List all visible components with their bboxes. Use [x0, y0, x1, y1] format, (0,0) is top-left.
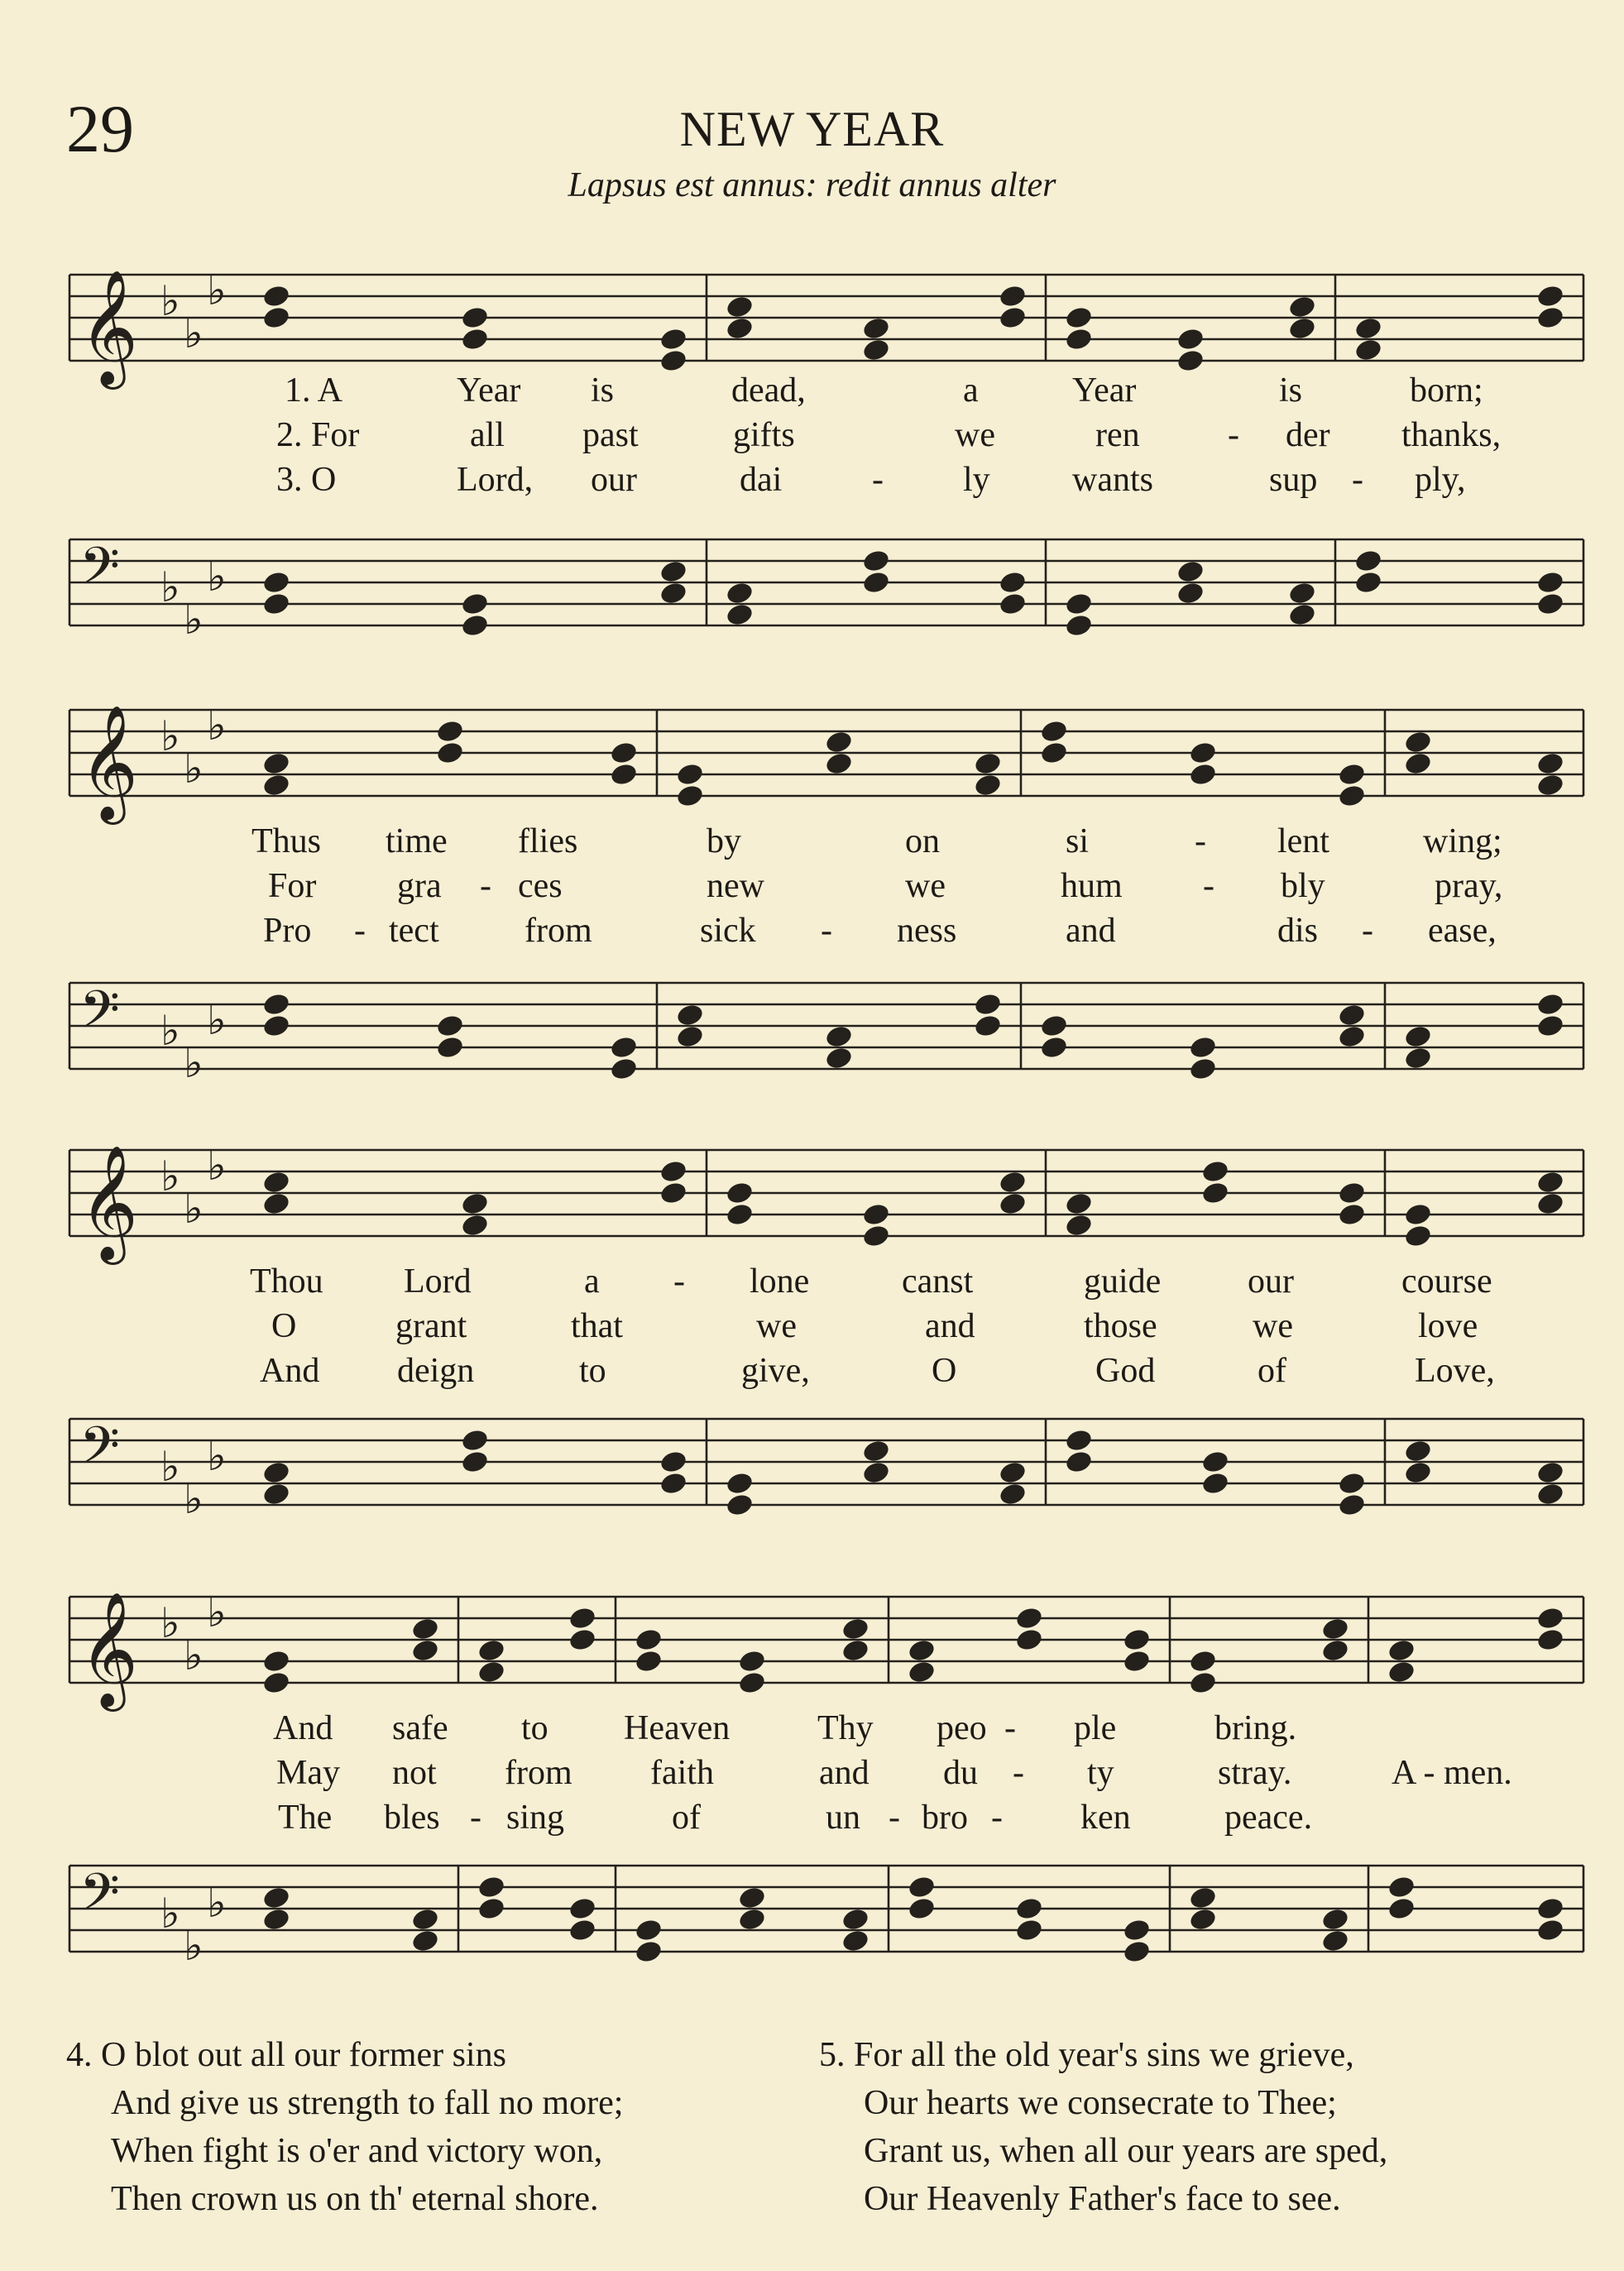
lyric-line-1-1: 1. A Year is dead, a Year is born;	[285, 371, 1483, 410]
verse-line: Our Heavenly Father's face to see.	[864, 2180, 1341, 2218]
lyric-line-2-3: Pro - tect from sick - ness and dis - ease,	[263, 912, 1497, 950]
flat-icon: ♭	[207, 1432, 227, 1480]
music-system-3	[61, 1109, 1592, 1555]
treble-staff-4	[61, 1572, 1592, 1707]
hymn-subtitle: Lapsus est annus: redit annus alter	[568, 166, 1056, 204]
bass-staff-3	[61, 1386, 1592, 1535]
verse-line: 4. O blot out all our former sins	[66, 2036, 506, 2074]
music-system-2	[61, 668, 1592, 1115]
flat-icon: ♭	[207, 996, 227, 1044]
verse-line: When fight is o'er and victory won,	[111, 2132, 603, 2170]
bass-clef-icon: 𝄢	[79, 1861, 120, 1935]
lyric-line-4-1: And safe to Heaven Thy peo - ple bring.	[273, 1709, 1297, 1747]
flat-icon: ♭	[160, 1152, 180, 1200]
flat-icon: ♭	[207, 1142, 227, 1190]
bass-clef-icon: 𝄢	[79, 535, 120, 609]
flat-icon: ♭	[160, 563, 180, 611]
lyric-line-1-3: 3. O Lord, our dai - ly wants sup - ply,	[276, 461, 1466, 499]
lyric-line-2-1: Thus time flies by on si - lent wing;	[252, 822, 1502, 860]
flat-icon: ♭	[184, 1922, 204, 1970]
lyric-line-3-3: And deign to give, O God of Love,	[260, 1352, 1495, 1390]
treble-clef-icon: 𝄞	[79, 1145, 138, 1260]
flat-icon: ♭	[184, 1039, 204, 1087]
lyric-line-2-2: For gra - ces new we hum - bly pray,	[268, 867, 1503, 905]
flat-icon: ♭	[160, 1443, 180, 1491]
flat-icon: ♭	[160, 1599, 180, 1647]
verse-5	[819, 2031, 1387, 2223]
verse-line: Grant us, when all our years are sped,	[864, 2132, 1388, 2170]
bass-clef-icon: 𝄢	[79, 1415, 120, 1488]
treble-staff-3	[61, 1125, 1592, 1258]
bass-staff-2	[61, 950, 1592, 1099]
flat-icon: ♭	[160, 277, 180, 325]
flat-icon: ♭	[207, 702, 227, 750]
bass-clef-icon: 𝄢	[79, 979, 120, 1052]
flat-icon: ♭	[184, 596, 204, 644]
treble-clef-icon: 𝄞	[79, 1592, 138, 1707]
verse-line: Our hearts we consecrate to Thee;	[864, 2084, 1337, 2122]
flat-icon: ♭	[207, 1588, 227, 1636]
verse-line: And give us strength to fall no more;	[111, 2084, 624, 2122]
lyric-line-4-3: The bles - sing of un - bro - ken peace.	[278, 1799, 1313, 1837]
treble-staff-1	[61, 250, 1592, 385]
flat-icon: ♭	[184, 1185, 204, 1233]
lyric-line-1-2: 2. For all past gifts we ren - der thanks,	[276, 416, 1502, 454]
flat-icon: ♭	[184, 309, 204, 357]
bass-staff-1	[61, 506, 1592, 655]
lyric-line-3-2: O grant that we and those we love	[271, 1307, 1478, 1345]
page-number: 29	[66, 91, 134, 166]
flat-icon: ♭	[184, 745, 204, 793]
flat-icon: ♭	[207, 553, 227, 601]
verse-line: 5. For all the old year's sins we grieve,	[819, 2036, 1354, 2074]
flat-icon: ♭	[160, 1890, 180, 1938]
flat-icon: ♭	[207, 1879, 227, 1927]
lyric-line-3-1: Thou Lord a - lone canst guide our course	[250, 1262, 1492, 1301]
flat-icon: ♭	[184, 1631, 204, 1679]
lyric-line-4-2: May not from faith and du - ty stray. A - men.	[276, 1754, 1512, 1792]
treble-clef-icon: 𝄞	[79, 270, 138, 385]
bass-staff-4	[61, 1833, 1592, 1981]
music-system-4	[61, 1555, 1592, 2019]
flat-icon: ♭	[207, 266, 227, 314]
flat-icon: ♭	[184, 1475, 204, 1523]
treble-staff-2	[61, 685, 1592, 820]
hymn-title: NEW YEAR	[679, 102, 945, 156]
music-system-1	[61, 217, 1592, 680]
verse-4	[66, 2031, 623, 2223]
treble-clef-icon: 𝄞	[79, 705, 138, 820]
verse-line: Then crown us on th' eternal shore.	[111, 2180, 599, 2218]
flat-icon: ♭	[160, 712, 180, 760]
flat-icon: ♭	[160, 1007, 180, 1055]
